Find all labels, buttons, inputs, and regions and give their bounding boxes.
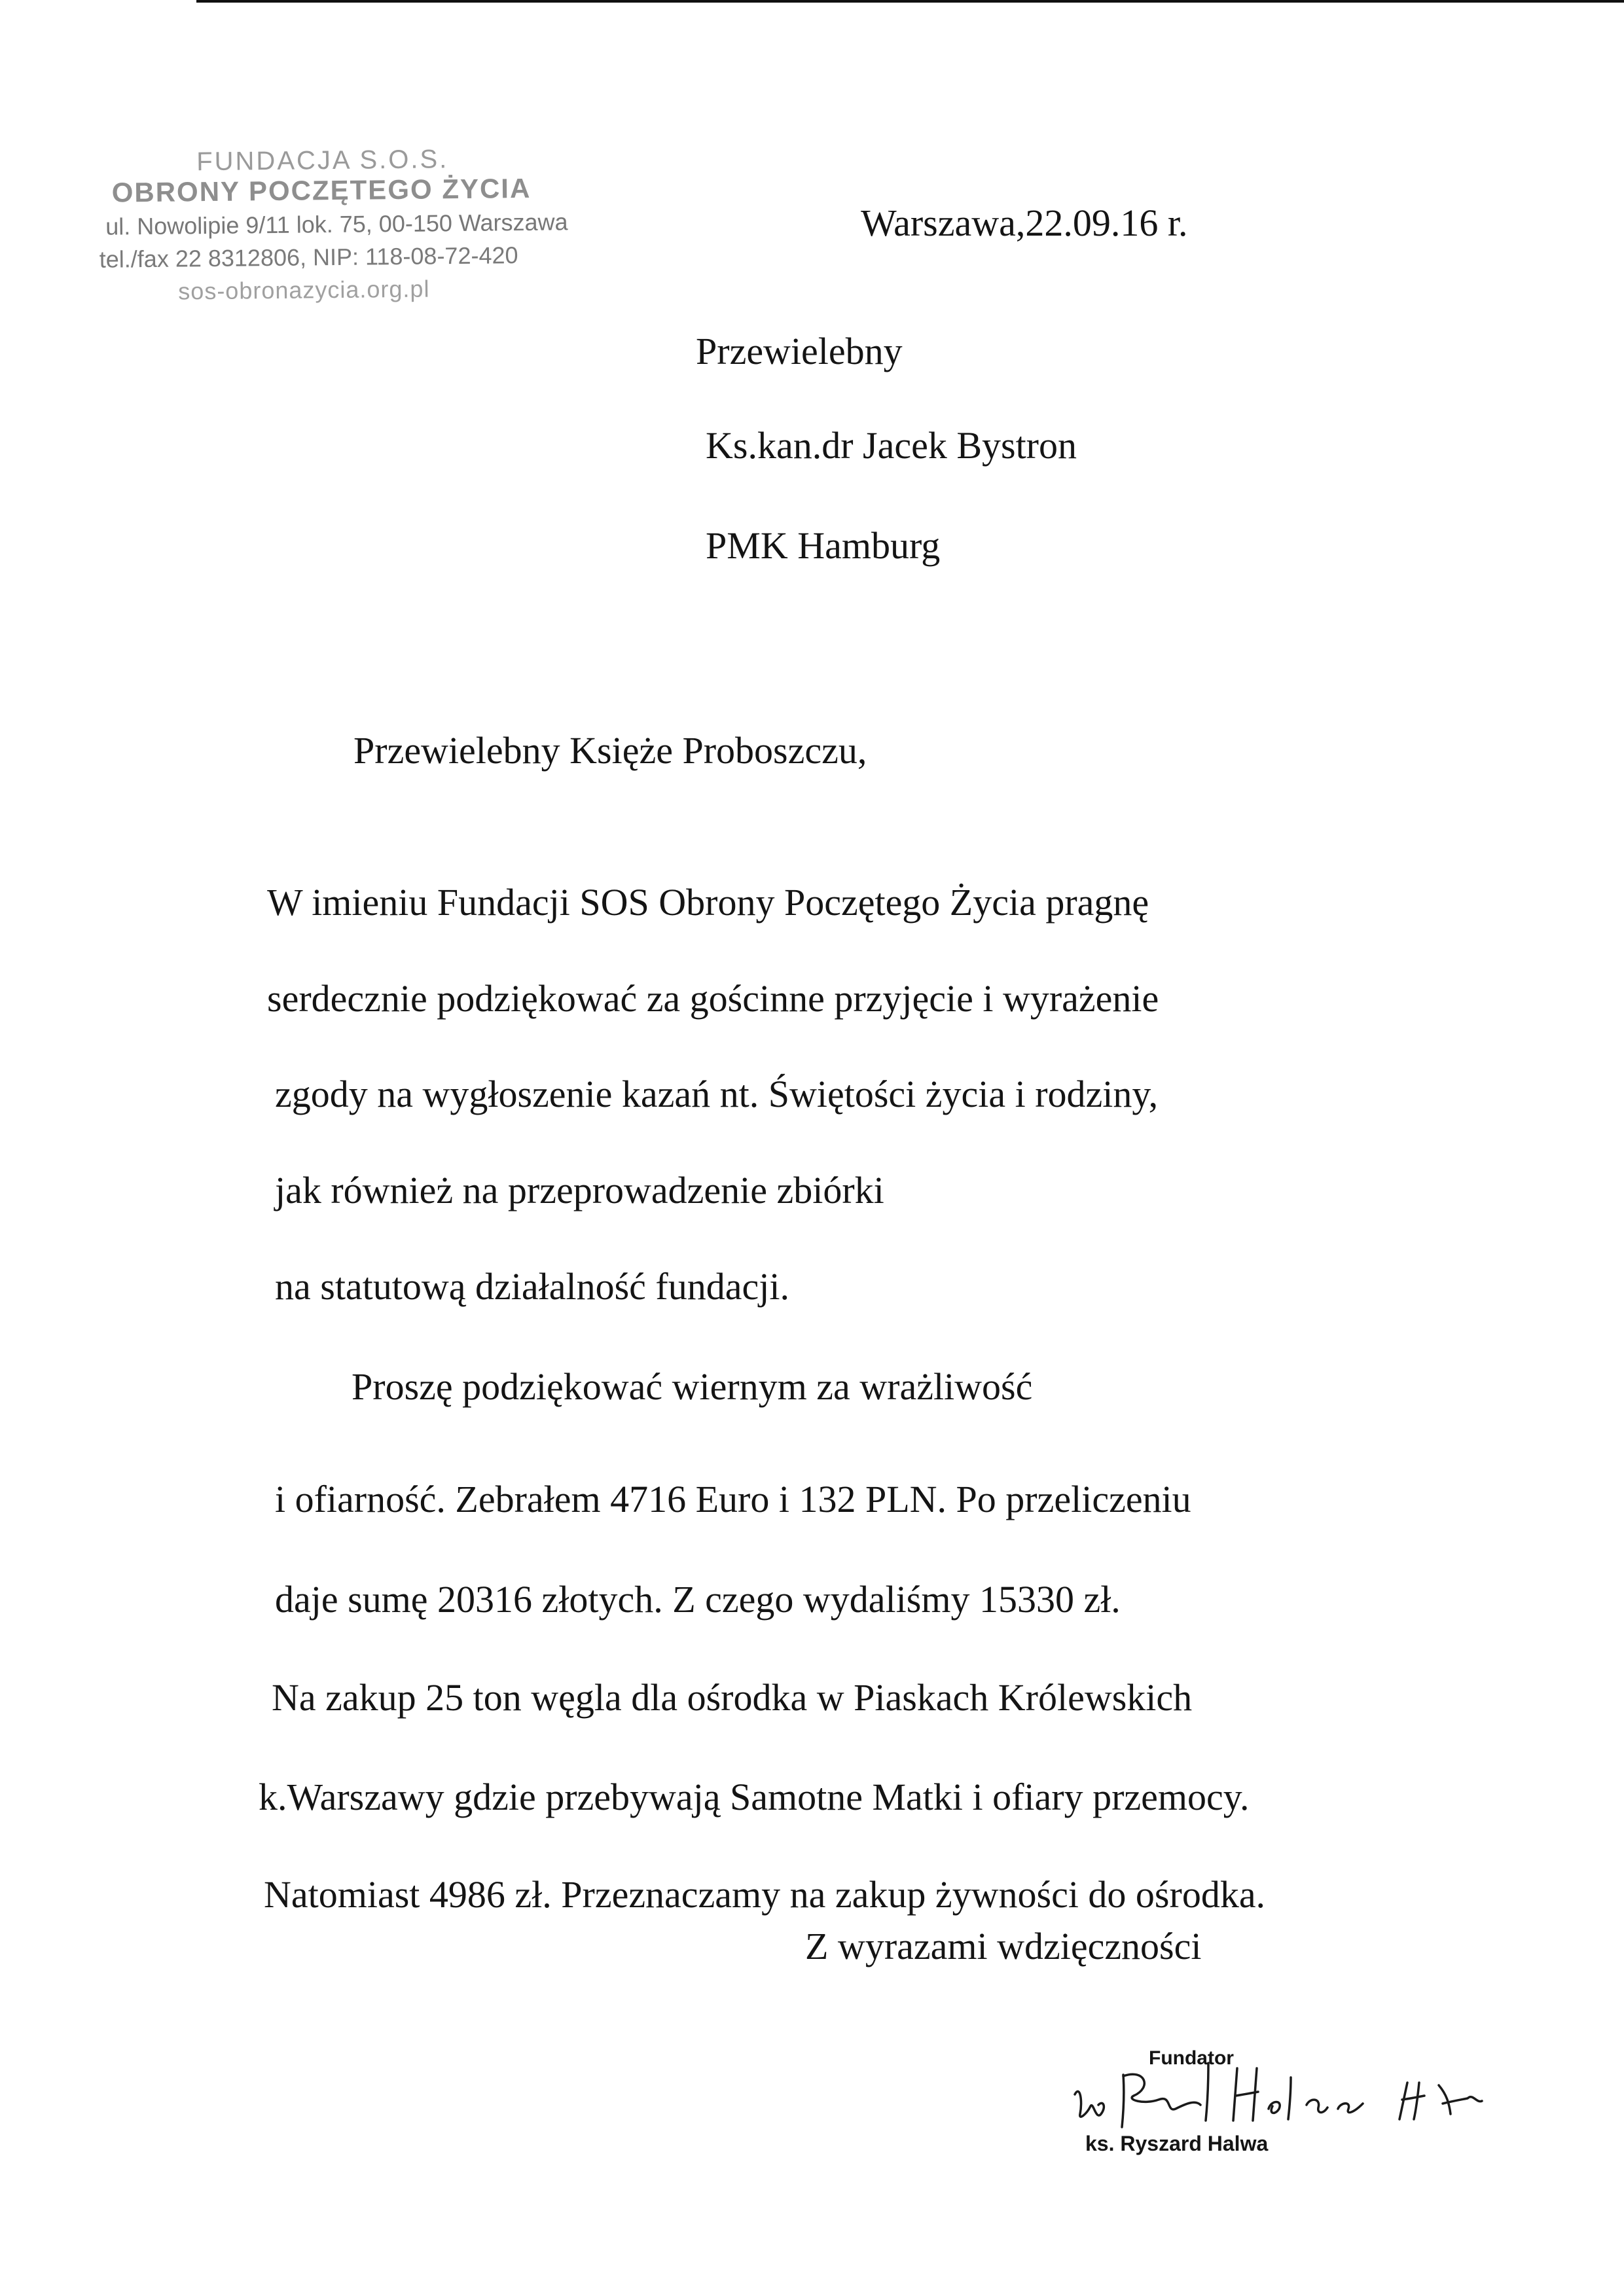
recipient-place: PMK Hamburg — [706, 524, 941, 567]
recipient-title: Przewielebny — [696, 330, 903, 372]
letter-date: Warszawa,22.09.16 r. — [861, 202, 1188, 244]
body-line: i ofiarność. Zebrałem 4716 Euro i 132 PLN. Po przeliczeniu — [275, 1478, 1191, 1520]
body-line: W imieniu Fundacji SOS Obrony Poczętego Życia pragnę — [267, 881, 1149, 924]
body-line: k.Warszawy gdzie przebywają Samotne Matki i ofiary przemocy. — [259, 1776, 1250, 1818]
body-line: zgody na wygłoszenie kazań nt. Świętości życia i rodziny, — [275, 1073, 1159, 1115]
body-line: Na zakup 25 ton węgla dla ośrodka w Piaskach Królewskich — [272, 1676, 1193, 1719]
closing-line: Z wyrazami wdzięczności — [805, 1925, 1202, 1967]
salutation: Przewielebny Księże Proboszczu, — [353, 729, 867, 772]
stamp-address: ul. Nowolipie 9/11 lok. 75, 00-150 Warszawa — [105, 208, 568, 240]
body-line: na statutową działalność fundacji. — [275, 1265, 789, 1308]
top-border-line — [196, 0, 1624, 3]
recipient-name: Ks.kan.dr Jacek Bystron — [706, 424, 1077, 467]
body-line: Natomiast 4986 zł. Przeznaczamy na zakup żywności do ośrodka. — [264, 1873, 1266, 1916]
stamp-line-2: OBRONY POCZĘTEGO ŻYCIA — [111, 172, 532, 208]
body-line: jak również na przeprowadzenie zbiórki — [275, 1169, 884, 1211]
body-line: serdecznie podziękować za gościnne przyjęcie i wyrażenie — [267, 977, 1159, 1020]
body-line: daje sumę 20316 złotych. Z czego wydaliśmy 15330 zł. — [275, 1578, 1121, 1621]
foundation-stamp — [98, 145, 569, 305]
stamp-website: sos-obronazycia.org.pl — [178, 275, 430, 305]
stamp-phone: tel./fax 22 8312806, NIP: 118-08-72-420 — [99, 242, 518, 273]
signatory-name: ks. Ryszard Halwa — [1085, 2132, 1269, 2155]
signature-block — [1060, 2022, 1532, 2153]
stamp-line-1: FUNDACJA S.O.S. — [196, 145, 449, 177]
body-line: Proszę podziękować wiernym za wrażliwość — [352, 1365, 1033, 1408]
signatory-role: Fundator — [1149, 2047, 1234, 2069]
